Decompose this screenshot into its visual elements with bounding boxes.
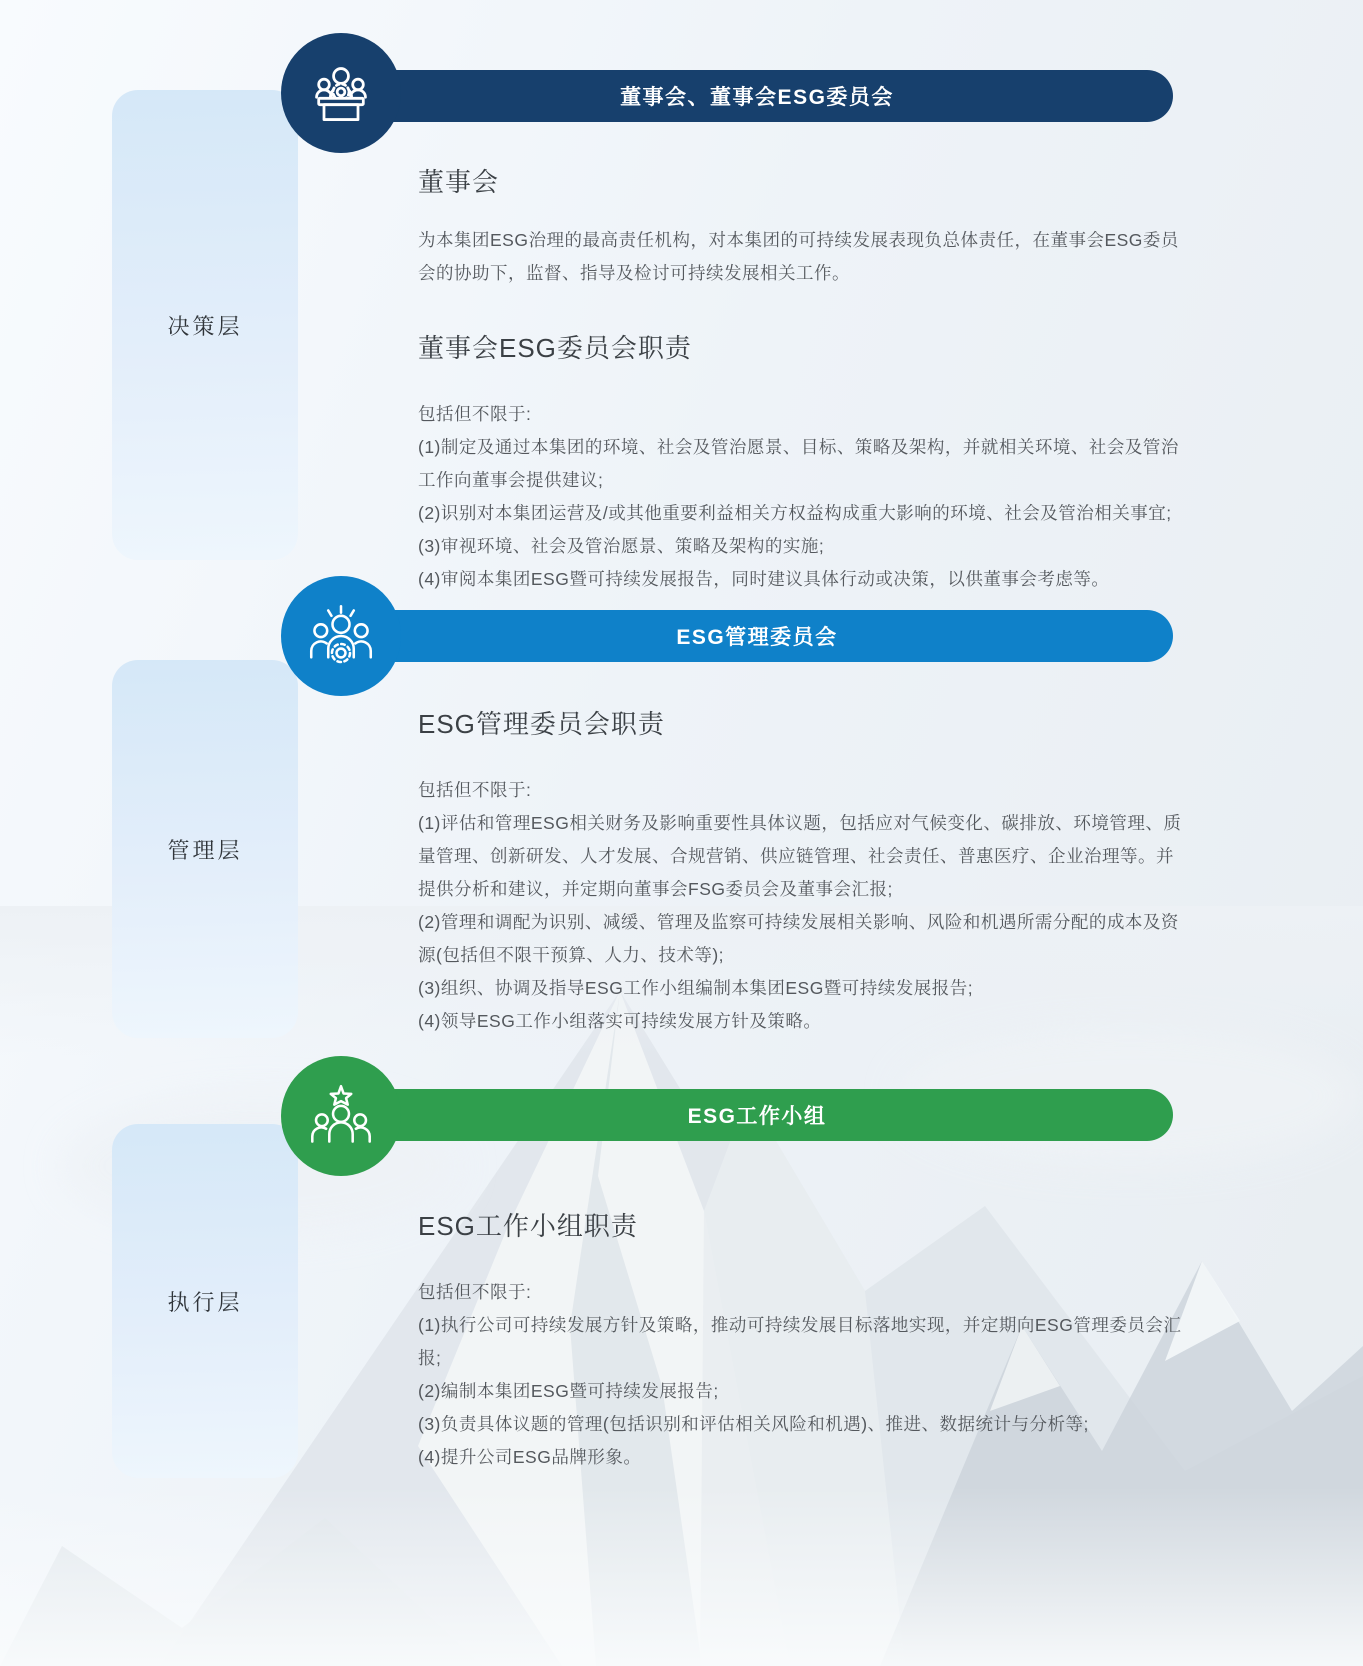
duties-list [418, 807, 1188, 1038]
banner-title: ESG管理委员会 [676, 626, 838, 649]
duties-intro: 包括但不限于: [418, 1282, 532, 1302]
duty-item: (3)组织、协调及指导ESG工作小组编制本集团ESG暨可持续发展报告; [418, 978, 974, 998]
block-heading-workgroup-duties: ESG工作小组职责 [418, 1211, 638, 1241]
duty-item: (3)审视环境、社会及管治愿景、策略及架构的实施; [418, 536, 825, 556]
block-heading-board-esg-duties: 董事会ESG委员会职责 [418, 333, 692, 363]
duty-item: (2)识别对本集团运营及/或其他重要利益相关方权益构成重大影响的环境、社会及管治相关事宜; [418, 503, 1172, 523]
level-label: 决策层 [167, 313, 243, 339]
team-gear-icon [281, 576, 401, 696]
banner-esg-committee [341, 610, 1173, 662]
duty-item: (4)提升公司ESG品牌形象。 [418, 1447, 642, 1467]
level-label: 管理层 [167, 837, 243, 863]
management-content [418, 708, 1188, 1038]
block-heading-management-duties: ESG管理委员会职责 [418, 709, 665, 739]
level-label: 执行层 [167, 1289, 243, 1315]
duty-item: (4)领导ESG工作小组落实可持续发展方针及策略。 [418, 1011, 822, 1031]
duty-item: (1)执行公司可持续发展方针及策略，推动可持续发展目标落地实现，并定期向ESG管理委员会汇报; [418, 1315, 1182, 1368]
level-label-box-management [112, 660, 298, 1038]
banner-board [341, 70, 1173, 122]
board-description: 为本集团ESG治理的最高责任机构，对本集团的可持续发展表现负总体责任，在董事会ESG委员会的协助下，监督、指导及检讨可持续发展相关工作。 [418, 230, 1179, 283]
duty-item: (2)管理和调配为识别、减缓、管理及监察可持续发展相关影响、风险和机遇所需分配的成本及资源(包括但不限干预算、人力、技术等); [418, 912, 1179, 965]
duty-item: (2)编制本集团ESG暨可持续发展报告; [418, 1381, 719, 1401]
block-heading-board: 董事会 [418, 167, 500, 197]
execution-content [418, 1210, 1188, 1474]
duties-intro: 包括但不限于: [418, 780, 532, 800]
board-meeting-icon [281, 33, 401, 153]
level-label-box-decision [112, 90, 298, 560]
banner-title: ESG工作小组 [687, 1105, 827, 1128]
duty-item: (3)负责具体议题的管理(包括识别和评估相关风险和机遇)、推进、数据统计与分析等; [418, 1414, 1089, 1434]
banner-esg-workgroup [341, 1089, 1173, 1141]
decision-content [418, 166, 1188, 596]
duty-item: (1)制定及通过本集团的环境、社会及管治愿景、目标、策略及架构，并就相关环境、社会及管治工作向董事会提供建议; [418, 437, 1179, 490]
level-label-box-execution [112, 1124, 298, 1478]
duties-list [418, 431, 1188, 596]
duty-item: (1)评估和管理ESG相关财务及影响重要性具体议题，包括应对气候变化、碳排放、环境管理、质量管理、创新研发、人才发展、合规营销、供应链管理、社会责任、普惠医疗、企业治理等。并提供分析和建议，并定期向董事会FSG委员会及董事会汇报; [418, 813, 1182, 899]
banner-title: 董事会、董事会ESG委员会 [620, 86, 894, 109]
duties-list [418, 1309, 1188, 1474]
star-leader-icon [281, 1056, 401, 1176]
duty-item: (4)审阅本集团ESG暨可持续发展报告，同时建议具体行动或决策，以供董事会考虑等。 [418, 569, 1110, 589]
duties-intro: 包括但不限于: [418, 404, 532, 424]
